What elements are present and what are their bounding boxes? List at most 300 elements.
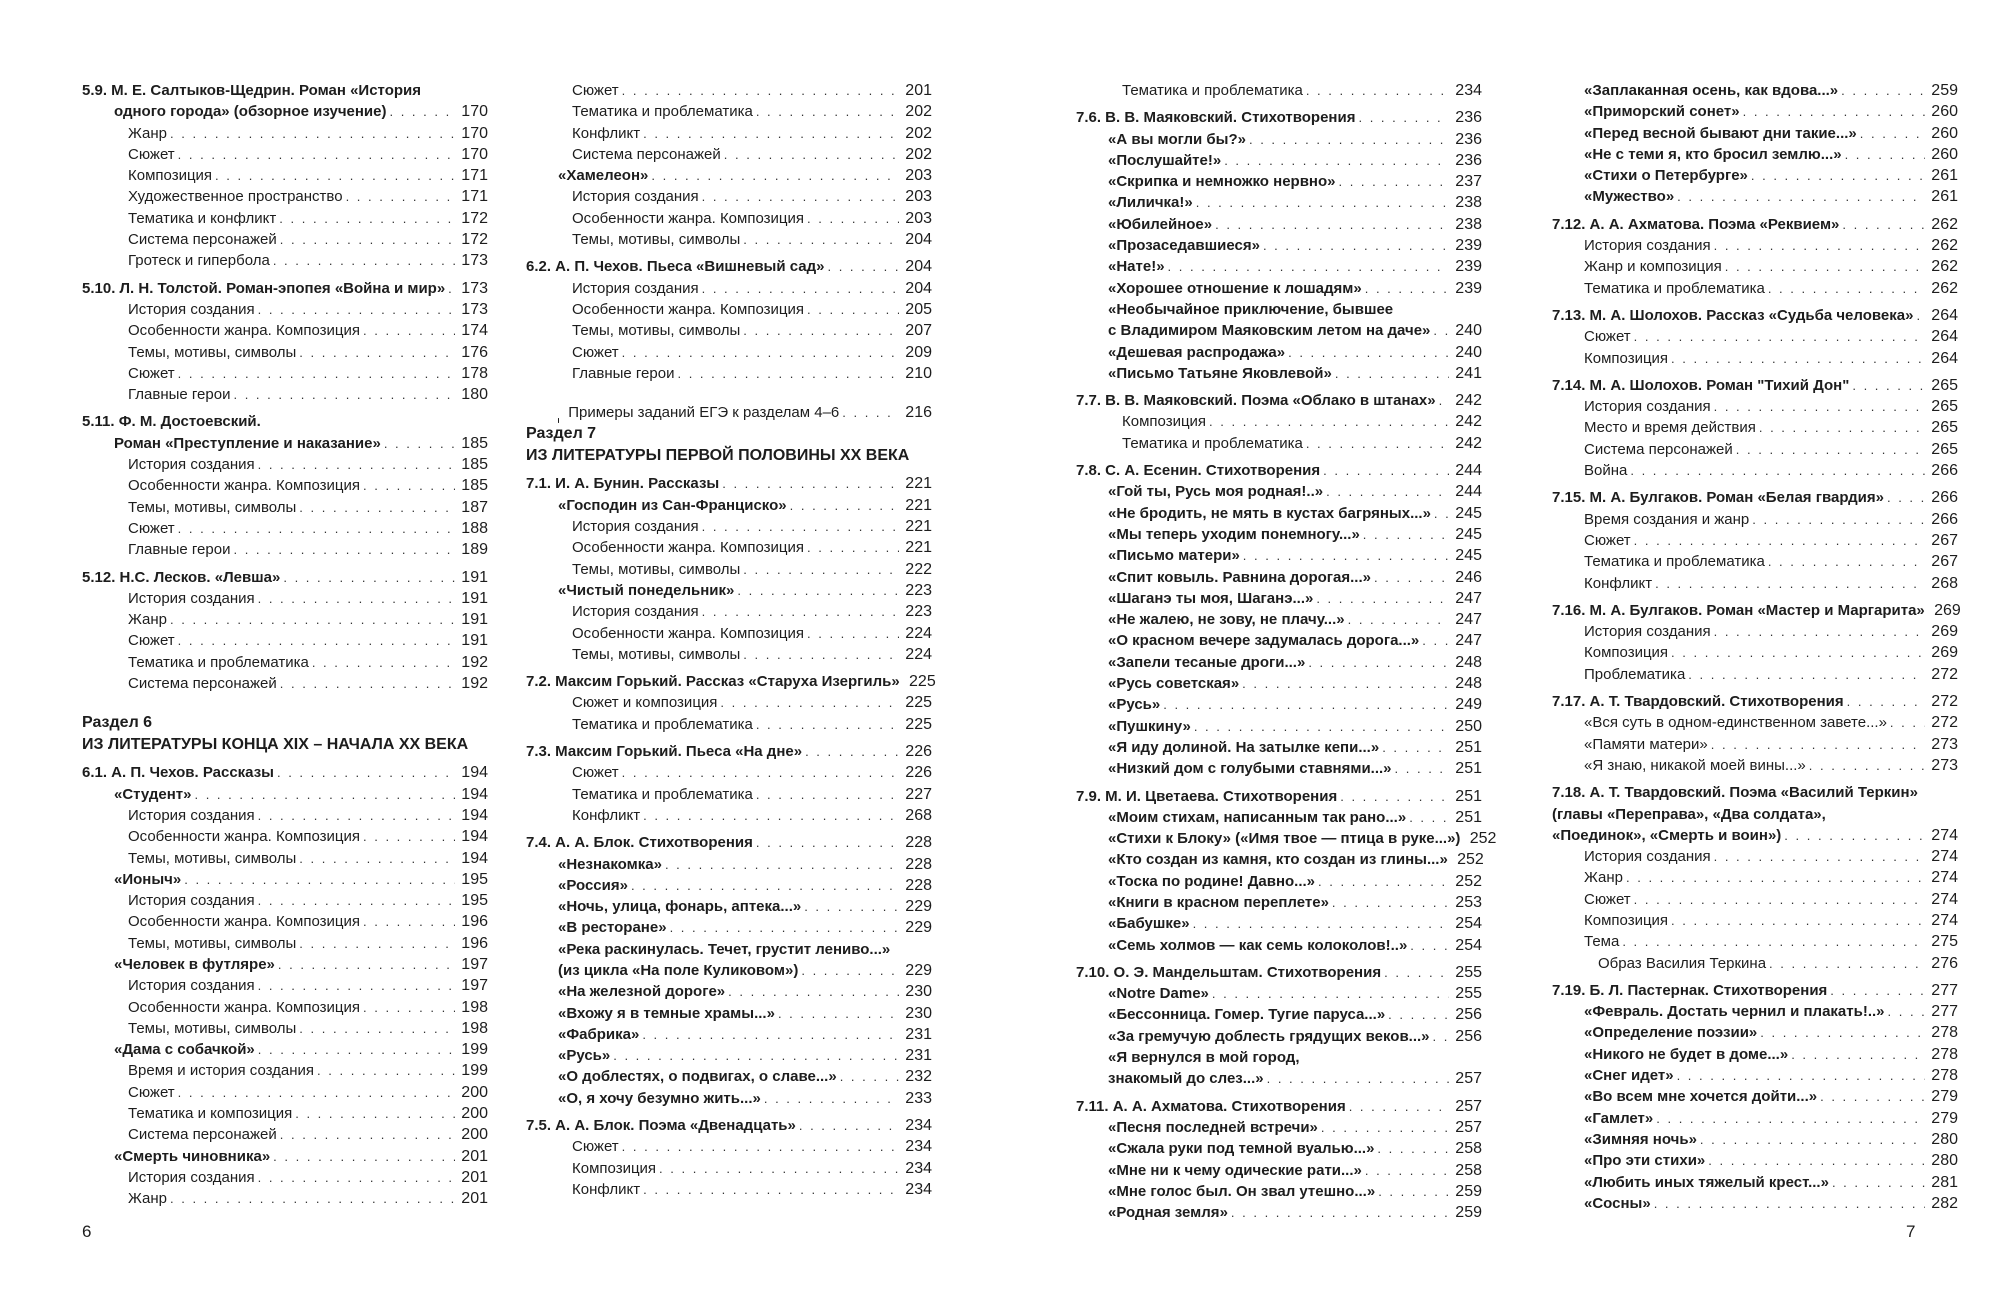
toc-entry-page: 204 [905, 231, 932, 249]
toc-entry-page: 258 [1455, 1140, 1482, 1158]
toc-entry [526, 1115, 932, 1136]
toc-entry [526, 186, 932, 207]
toc-entry-title: 7.13. М. А. Шолохов. Рассказ «Судьба человека» [1552, 306, 1914, 324]
dot-leader [280, 229, 455, 250]
toc-entry-page: 255 [1455, 985, 1482, 1003]
dot-leader [1760, 1022, 1925, 1043]
toc-entry-page: 269 [1931, 623, 1958, 641]
toc-entry-title: Тематика и проблематика [572, 103, 753, 121]
toc-entry [526, 580, 932, 601]
toc-entry-title: Сюжет [128, 1083, 175, 1101]
toc-entry-title: 7.12. А. А. Ахматова. Поэма «Реквием» [1552, 215, 1840, 233]
dot-leader [756, 101, 899, 122]
toc-entry-page: 277 [1931, 981, 1958, 999]
toc-entry [526, 896, 932, 917]
toc-entry-title: Тематика и проблематика [128, 653, 309, 671]
toc-entry [1076, 107, 1482, 128]
toc-entry [526, 875, 932, 896]
dot-leader [807, 299, 899, 320]
toc-entry [1552, 278, 1958, 299]
dot-leader [1656, 1108, 1925, 1129]
dot-leader [807, 537, 899, 558]
toc-entry [526, 601, 932, 622]
toc-entry-title: 7.5. А. А. Блок. Поэма «Двенадцать» [526, 1117, 796, 1135]
toc-entry-title: «Скрипка и немножко нервно» [1108, 173, 1336, 191]
toc-entry [1076, 737, 1482, 758]
toc-entry-page: 240 [1455, 322, 1482, 340]
dot-leader [1888, 1001, 1926, 1022]
toc-entry-page: 267 [1931, 531, 1958, 549]
toc-entry-title: «Перед весной бывают дни такие...» [1584, 124, 1857, 142]
toc-entry [82, 123, 488, 144]
dot-leader [258, 1039, 455, 1060]
dot-leader [1231, 1202, 1449, 1223]
dot-leader [389, 101, 455, 122]
toc-entry-page: 279 [1931, 1109, 1958, 1127]
dot-leader [1830, 980, 1925, 1001]
toc-entry [82, 165, 488, 186]
toc-entry-page: 234 [905, 1159, 932, 1177]
dot-leader [258, 1167, 455, 1188]
toc-entry [82, 1167, 488, 1188]
dot-leader [184, 869, 455, 890]
toc-entry-page: 258 [1455, 1161, 1482, 1179]
dot-leader [1323, 460, 1449, 481]
toc-entry-title: «Прозаседавшиеся» [1108, 237, 1260, 255]
toc-entry-page: 185 [461, 434, 488, 452]
toc-entry [1076, 849, 1482, 870]
toc-entry [526, 623, 932, 644]
toc-entry-title: 7.4. А. А. Блок. Стихотворения [526, 834, 753, 852]
section-heading [82, 712, 488, 734]
toc-entry [526, 692, 932, 713]
toc-entry-page: 192 [461, 675, 488, 693]
dot-leader [1847, 691, 1925, 712]
toc-entry-title: Жанр и композиция [1584, 258, 1722, 276]
dot-leader [1335, 363, 1449, 384]
toc-entry-page: 195 [461, 870, 488, 888]
toc-entry-title: История создания [572, 279, 699, 297]
dot-leader [842, 402, 899, 423]
toc-entry-title: История создания [572, 518, 699, 536]
toc-entry-page: 276 [1931, 954, 1958, 972]
toc-entry [1076, 1047, 1482, 1068]
toc-entry [82, 826, 488, 847]
toc-entry-title: Темы, мотивы, символы [572, 322, 741, 340]
toc-entry [526, 917, 932, 938]
dot-leader [363, 475, 455, 496]
toc-entry-title: «Фабрика» [558, 1025, 640, 1043]
toc-entry-page: 236 [1455, 109, 1482, 127]
toc-entry [82, 1082, 488, 1103]
toc-entry-title: «Гой ты, Русь моя родная!..» [1108, 483, 1324, 501]
toc-entry-title: История создания [128, 456, 255, 474]
toc-entry-title: «Не с теми я, кто бросил землю...» [1584, 145, 1842, 163]
toc-entry-page: 248 [1455, 653, 1482, 671]
toc-entry [1076, 609, 1482, 630]
toc-entry [526, 762, 932, 783]
toc-entry-page: 194 [461, 764, 488, 782]
toc-entry [526, 939, 932, 960]
toc-entry [1076, 983, 1482, 1004]
toc-entry-page: 194 [461, 849, 488, 867]
dot-leader [278, 954, 455, 975]
toc-entry-title: История создания [1584, 237, 1711, 255]
toc-entry-title: «Зимняя ночь» [1584, 1130, 1697, 1148]
toc-entry-title: 7.16. М. А. Булгаков. Роман «Мастер и Маргарита» [1552, 601, 1925, 619]
toc-entry [82, 497, 488, 518]
toc-entry-page: 252 [1455, 872, 1482, 890]
toc-entry-title: «Смерть чиновника» [114, 1147, 271, 1165]
dot-leader [233, 539, 455, 560]
dot-leader [1395, 758, 1449, 779]
dot-leader [194, 784, 455, 805]
toc-entry-title: История создания [572, 188, 699, 206]
toc-column-1 [82, 80, 488, 1210]
toc-entry [1076, 786, 1482, 807]
dot-leader [1714, 621, 1925, 642]
dot-leader [1852, 375, 1925, 396]
dot-leader [1224, 150, 1449, 171]
dot-leader [384, 433, 455, 454]
toc-entry-page: 264 [1931, 328, 1958, 346]
toc-entry-title: «Февраль. Достать чернил и плакать!..» [1584, 1003, 1885, 1021]
toc-entry-title: «Вхожу я в темные храмы...» [558, 1004, 775, 1022]
toc-entry-page: 196 [461, 913, 488, 931]
toc-entry-page: 203 [905, 209, 932, 227]
toc-entry [1552, 487, 1958, 508]
toc-entry-title: История создания [1584, 848, 1711, 866]
toc-entry [526, 363, 932, 384]
toc-entry-page: 244 [1455, 483, 1482, 501]
toc-entry-page: 261 [1931, 188, 1958, 206]
toc-entry [526, 1066, 932, 1087]
toc-entry-page: 224 [905, 645, 932, 663]
toc-entry [1076, 411, 1482, 432]
dot-leader [1318, 871, 1449, 892]
toc-entry-title: «Река раскинулась. Течет, грустит лениво...» [558, 940, 891, 958]
dot-leader [1308, 652, 1449, 673]
dot-leader [1671, 910, 1925, 931]
toc-entry [82, 101, 488, 122]
dot-leader [724, 144, 899, 165]
toc-entry [1552, 144, 1958, 165]
dot-leader [1791, 1044, 1925, 1065]
toc-entry-title: 7.19. Б. Л. Пастернак. Стихотворения [1552, 981, 1828, 999]
toc-entry [1552, 417, 1958, 438]
dot-leader [1708, 1150, 1925, 1171]
dot-leader [805, 741, 899, 762]
dot-leader [1916, 305, 1925, 326]
dot-leader [1677, 1065, 1925, 1086]
toc-entry-page: 255 [1455, 963, 1482, 981]
dot-leader [1433, 1026, 1449, 1047]
toc-entry-title: История создания [1584, 398, 1711, 416]
dot-leader [1316, 588, 1449, 609]
toc-entry [82, 80, 488, 101]
dot-leader [1688, 664, 1925, 685]
toc-entry-title: Место и время действия [1584, 419, 1756, 437]
dot-leader [299, 848, 455, 869]
toc-entry [1076, 962, 1482, 983]
toc-entry-page: 261 [1931, 167, 1958, 185]
toc-entry-title: «Спит ковыль. Равнина дорогая...» [1108, 568, 1371, 586]
toc-entry-title: (главы «Переправа», «Два солдата», [1552, 805, 1826, 823]
toc-entry-page: 272 [1931, 714, 1958, 732]
toc-entry [1552, 509, 1958, 530]
toc-entry-page: 234 [905, 1138, 932, 1156]
toc-entry-page: 234 [905, 1180, 932, 1198]
toc-entry-title: «Мне голос был. Он звал утешно...» [1108, 1182, 1376, 1200]
toc-entry [1552, 165, 1958, 186]
toc-entry [82, 278, 488, 299]
dot-leader [1163, 694, 1449, 715]
toc-entry [1076, 913, 1482, 934]
toc-entry-page: 191 [461, 568, 488, 586]
toc-entry-title: «Хамелеон» [558, 167, 649, 185]
toc-entry [1552, 348, 1958, 369]
toc-entry-title: «Стихи к Блоку» («Имя твое — птица в руке...») [1108, 830, 1461, 848]
toc-entry-page: 266 [1931, 489, 1958, 507]
toc-entry [82, 384, 488, 405]
toc-entry-page: 229 [905, 961, 932, 979]
toc-entry-title: знакомый до слез...» [1108, 1070, 1264, 1088]
dot-leader [801, 960, 899, 981]
toc-entry [1076, 342, 1482, 363]
toc-entry-title: «Поединок», «Смерть и воин») [1552, 826, 1782, 844]
toc-entry-page: 185 [461, 456, 488, 474]
toc-entry-title: «Приморский сонет» [1584, 103, 1740, 121]
toc-entry-title: Главные герои [572, 364, 675, 382]
toc-entry [526, 854, 932, 875]
toc-entry [1076, 503, 1482, 524]
toc-entry-title: 7.2. Максим Горький. Рассказ «Старуха Изергиль» [526, 673, 900, 691]
toc-entry [1552, 1022, 1958, 1043]
toc-entry-page: 209 [905, 343, 932, 361]
toc-entry-title: «Книги в красном переплете» [1108, 893, 1329, 911]
toc-entry-page: 254 [1455, 915, 1482, 933]
toc-entry-page: 171 [461, 167, 488, 185]
toc-entry-title: Темы, мотивы, символы [128, 849, 297, 867]
toc-entry-title: Темы, мотивы, символы [128, 498, 297, 516]
toc-entry [82, 518, 488, 539]
dot-leader [1168, 256, 1449, 277]
dot-leader [1242, 673, 1449, 694]
toc-entry [1552, 804, 1958, 825]
dot-leader [1677, 186, 1925, 207]
toc-entry-page: 268 [1931, 574, 1958, 592]
toc-entry-page: 197 [461, 977, 488, 995]
toc-entry-title: Система персонажей [128, 675, 277, 693]
toc-entry-title: История создания [128, 1168, 255, 1186]
toc-entry-page: 252 [1469, 830, 1497, 848]
dot-leader [1654, 1193, 1925, 1214]
toc-entry [526, 256, 932, 277]
toc-entry-page: 262 [1931, 215, 1958, 233]
toc-entry [1076, 892, 1482, 913]
toc-entry-title: Роман «Преступление и наказание» [114, 434, 381, 452]
toc-entry-page: 232 [905, 1068, 932, 1086]
toc-entry-title: с Владимиром Маяковским летом на даче» [1108, 322, 1431, 340]
toc-entry [82, 454, 488, 475]
toc-entry [82, 250, 488, 271]
toc-entry [1552, 782, 1958, 803]
toc-entry [526, 473, 932, 494]
toc-entry-title: 7.14. М. А. Шолохов. Роман "Тихий Дон" [1552, 376, 1850, 394]
dot-leader [840, 1066, 899, 1087]
toc-entry-page: 172 [461, 231, 488, 249]
toc-entry [82, 1124, 488, 1145]
dot-leader [737, 580, 899, 601]
toc-entry [82, 411, 488, 432]
toc-entry [82, 1146, 488, 1167]
dot-leader [1841, 80, 1925, 101]
toc-entry [1076, 1138, 1482, 1159]
toc-entry-page: 172 [461, 209, 488, 227]
toc-entry [82, 609, 488, 630]
toc-entry [1552, 1086, 1958, 1107]
toc-entry-title: Темы, мотивы, символы [572, 560, 741, 578]
toc-entry [82, 673, 488, 694]
toc-entry-title: 5.10. Л. Н. Толстой. Роман-эпопея «Война и мир» [82, 279, 446, 297]
toc-entry-title: Время и история создания [128, 1062, 315, 1080]
toc-entry-title: «Гамлет» [1584, 1109, 1654, 1127]
toc-entry-title: «Сосны» [1584, 1194, 1651, 1212]
dot-leader [363, 826, 455, 847]
toc-entry [1552, 980, 1958, 1001]
dot-leader [613, 1045, 899, 1066]
toc-entry-title: «Лиличка!» [1108, 194, 1193, 212]
toc-entry [1076, 320, 1482, 341]
toc-entry [1076, 433, 1482, 454]
toc-entry-page: 221 [905, 518, 932, 536]
dot-leader [170, 123, 455, 144]
toc-entry [1552, 186, 1958, 207]
toc-entry [82, 208, 488, 229]
toc-entry [526, 165, 932, 186]
toc-entry [1552, 889, 1958, 910]
dot-leader [1725, 256, 1925, 277]
toc-entry-title: «Мне ни к чему одические рати...» [1108, 1161, 1362, 1179]
toc-entry-title: «Необычайное приключение, бывшее [1108, 300, 1394, 318]
dot-leader [702, 601, 899, 622]
toc-entry-title: «Я вернулся в мой город, [1108, 1049, 1300, 1067]
toc-entry [1552, 396, 1958, 417]
toc-entry [1552, 375, 1958, 396]
toc-entry-title: История создания [128, 300, 255, 318]
toc-entry [82, 890, 488, 911]
toc-entry-title: Гротеск и гипербола [128, 252, 270, 270]
toc-entry-title: «Юбилейное» [1108, 215, 1213, 233]
toc-entry-title: «Я знаю, никакой моей вины...» [1584, 756, 1806, 774]
toc-entry-page: 205 [905, 300, 932, 318]
toc-entry-title: Сюжет [1584, 531, 1631, 549]
toc-entry [82, 363, 488, 384]
dot-leader [215, 165, 455, 186]
toc-entry [1076, 1181, 1482, 1202]
dot-leader [1759, 417, 1925, 438]
toc-entry [526, 101, 932, 122]
toc-entry [1076, 1004, 1482, 1025]
dot-leader [178, 144, 455, 165]
toc-entry [1076, 871, 1482, 892]
toc-entry [526, 229, 932, 250]
toc-entry-title: Жанр [128, 1190, 167, 1208]
dot-leader [1263, 235, 1449, 256]
toc-entry-page: 201 [461, 1190, 488, 1208]
toc-entry-title: 5.12. Н.С. Лесков. «Левша» [82, 568, 281, 586]
toc-entry [526, 1045, 932, 1066]
toc-entry [82, 1188, 488, 1209]
toc-entry-page: 257 [1455, 1118, 1482, 1136]
dot-leader [299, 342, 455, 363]
toc-entry-title: Композиция [1122, 413, 1207, 431]
toc-entry [1076, 1026, 1482, 1047]
section-heading [526, 423, 932, 445]
toc-column-4 [1552, 80, 1961, 1214]
toc-entry [1552, 326, 1958, 347]
dot-leader [1626, 867, 1925, 888]
dot-leader [258, 299, 455, 320]
dot-leader [743, 559, 899, 580]
toc-entry [1552, 846, 1958, 867]
toc-entry-title: «Дама с собачкой» [114, 1041, 255, 1059]
toc-entry [1552, 953, 1958, 974]
section-heading [82, 734, 488, 756]
dot-leader [178, 1082, 455, 1103]
toc-entry [1076, 256, 1482, 277]
dot-leader [643, 123, 899, 144]
toc-entry-title: Темы, мотивы, символы [128, 934, 297, 952]
toc-entry-page: 280 [1931, 1152, 1958, 1170]
toc-entry [1552, 1129, 1958, 1150]
dot-leader [299, 1018, 455, 1039]
toc-entry-page: 239 [1455, 237, 1482, 255]
toc-entry-title: «Кто создан из камня, кто создан из глины...» [1108, 851, 1448, 869]
toc-entry-page: 274 [1931, 890, 1958, 908]
toc-entry-page: 180 [461, 386, 488, 404]
toc-entry-page: 191 [461, 589, 488, 607]
toc-entry-title: Особенности жанра. Композиция [128, 477, 360, 495]
toc-entry-title: 7.1. И. А. Бунин. Рассказы [526, 475, 720, 493]
toc-entry-page: 252 [1457, 851, 1484, 869]
dot-leader [622, 762, 899, 783]
toc-entry-page: 279 [1931, 1088, 1958, 1106]
toc-entry-title: Система персонажей [128, 231, 277, 249]
toc-entry-page: 269 [1931, 644, 1958, 662]
toc-entry-title: «Дешевая распродажа» [1108, 343, 1286, 361]
toc-entry-title: Особенности жанра. Композиция [128, 998, 360, 1016]
toc-entry [1076, 80, 1482, 101]
toc-entry [1076, 935, 1482, 956]
left-page-number: 6 [82, 1222, 92, 1241]
toc-entry [1552, 101, 1958, 122]
dot-leader [233, 384, 455, 405]
toc-entry [82, 652, 488, 673]
toc-entry-page: 259 [1455, 1204, 1482, 1222]
toc-entry [1552, 235, 1958, 256]
toc-entry-page: 248 [1455, 675, 1482, 693]
dot-leader [1820, 1086, 1925, 1107]
toc-entry-title: «Notre Dame» [1108, 985, 1209, 1003]
toc-entry-page: 222 [905, 560, 932, 578]
toc-entry [526, 714, 932, 735]
toc-entry-title: «Послушайте!» [1108, 151, 1222, 169]
toc-entry-page: 234 [905, 1117, 932, 1135]
toc-entry-title: ИЗ ЛИТЕРАТУРЫ ПЕРВОЙ ПОЛОВИНЫ XX ВЕКА [526, 447, 910, 465]
toc-entry [82, 144, 488, 165]
toc-entry-page: 200 [461, 1105, 488, 1123]
